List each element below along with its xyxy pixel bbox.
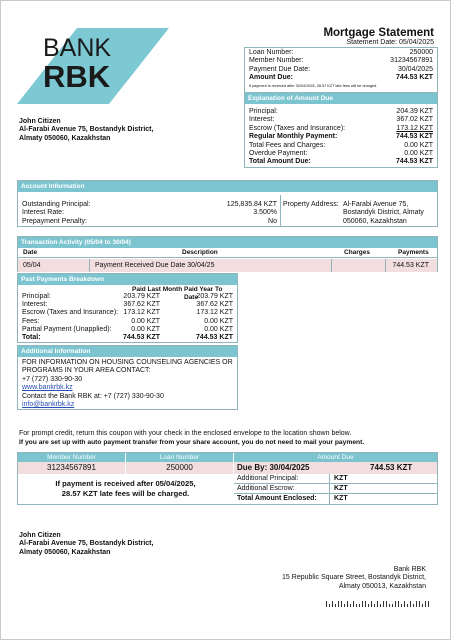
loan-number-header: Loan Number [126, 453, 233, 462]
account-info-header: Account Information [18, 181, 437, 192]
late-fee-note: If payment is received after 30/04/2025, 28.57 KZT late fees will be charged. [249, 83, 378, 88]
due-by: Due By: 30/04/2025 744.53 KZT [234, 462, 437, 474]
postal-barcode [326, 594, 430, 600]
logo-text-rbk: RBK [43, 59, 111, 94]
property-address-label: Property Address: [283, 201, 339, 208]
explanation-box [244, 92, 438, 168]
past-col-headers: Paid Last Month Paid Year To Date [132, 286, 223, 301]
logo-text-bank: BANK [43, 34, 112, 62]
contact-text: Contact the Bank RBK at: +7 (727) 330-90-30 [22, 392, 164, 400]
payment-coupon [17, 452, 438, 505]
summary-row: Loan Number: 250000 [249, 49, 433, 56]
page-title: Mortgage Statement [323, 27, 434, 39]
loan-number-value: 250000 [126, 462, 233, 474]
coupon-row: Total Amount Enclosed: KZT [237, 495, 348, 502]
amount-due-header: Amount Due [234, 453, 437, 462]
account-row: Outstanding Principal: 125,835.84 KZT [22, 201, 277, 208]
past-row: Total: 744.53 KZT 744.53 KZT [22, 333, 233, 341]
barcode-icon [326, 601, 430, 607]
explanation-row: Escrow (Taxes and Insurance): 173.12 KZT [249, 124, 433, 132]
bank-logo [17, 28, 169, 104]
past-payments-box [17, 273, 238, 343]
info-phone: +7 (727) 330-90-30 [22, 375, 83, 383]
explanation-row: Total Amount Due: 744.53 KZT [249, 158, 433, 166]
customer-address-line: Almaty 050060, Kazakhstan [19, 134, 111, 142]
customer-address [19, 118, 153, 143]
transaction-box [17, 236, 438, 272]
account-info-box [17, 180, 438, 227]
past-row: Partial Payment (Unapplied): 0.00 KZT 0.00 KZT [22, 325, 233, 333]
summary-box [244, 47, 438, 93]
past-row: Interest: 367.62 KZT 367.62 KZT [22, 301, 233, 309]
additional-info-header: Additional Information [18, 346, 237, 357]
summary-row: Member Number: 31234567891 [249, 57, 433, 65]
transaction-col-headers: Date Description Charges Payments [18, 248, 437, 258]
coupon-note: For prompt credit, return this coupon with your check in the enclosed envelope to the location shown below. [19, 430, 352, 437]
coupon-row: Additional Escrow: KZT [234, 484, 437, 494]
coupon-late-fee: If payment is received after 05/04/2025, 28.57 KZT late fees will be charged. [55, 479, 196, 498]
account-row: Prepayment Penalty: No [22, 217, 277, 225]
transaction-header: Transaction Activity (05/04 to 30/04) [18, 237, 437, 248]
summary-row: Payment Due Date: 30/04/2025 [249, 65, 433, 73]
additional-info-box [17, 345, 238, 410]
past-row: Principal: 203.79 KZT 203.79 KZT [22, 293, 233, 300]
member-number-value: 31234567891 [18, 462, 125, 474]
explanation-row: Interest: 367.02 KZT [249, 116, 433, 124]
bank-address: Bank RBK 15 Republic Square Street, Bostandyk District, Almaty 050013, Kazakhstan [282, 566, 426, 590]
account-row: Interest Rate: 3.500% [22, 209, 277, 217]
statement-date: Statement Date: 05/04/2025 [346, 39, 434, 46]
explanation-row: Principal: 204.39 KZT [249, 108, 433, 115]
past-row: Escrow (Taxes and Insurance): 173.12 KZT 173.12 KZT [22, 309, 233, 317]
email-link[interactable]: info@bankrbk.kz [22, 401, 75, 409]
mail-to-address: John Citizen Al-Farabi Avenue 75, Bostandyk District, Almaty 050060, Kazakhstan [19, 532, 154, 556]
info-text: PROGRAMS IN YOUR AREA CONTACT: [22, 367, 151, 375]
explanation-header: Explanation of Amount Due [245, 93, 437, 104]
coupon-row: Additional Principal: KZT [234, 474, 437, 484]
past-payments-header: Past Payments Breakdown [18, 274, 237, 285]
customer-address-line: Al-Farabi Avenue 75, Bostandyk District, [19, 126, 154, 134]
past-row: Fees: 0.00 KZT 0.00 KZT [22, 317, 233, 325]
property-address: Al-Farabi Avenue 75, Bostandyk District, Almaty 050060, Kazakhstan [343, 201, 424, 225]
member-number-header: Member Number [18, 453, 125, 462]
website-link[interactable]: www.bankrbk.kz [22, 384, 73, 392]
info-text: FOR INFORMATION ON HOUSING COUNSELING AGENCIES OR [22, 359, 233, 366]
table-row: 05/04 Payment Received Due Date 30/04/25 744.53 KZT [18, 259, 437, 272]
explanation-row: Regular Monthly Payment: 744.53 KZT [249, 133, 433, 141]
summary-amount-due: Amount Due: 744.53 KZT [249, 74, 433, 82]
coupon-note-auto: If you are set up with auto payment transfer from your share account, you do not need to mail your payment. [19, 439, 365, 446]
explanation-row: Total Fees and Charges: 0.00 KZT [249, 141, 433, 149]
explanation-row: Overdue Payment: 0.00 KZT [249, 150, 433, 158]
customer-name: John Citizen [19, 118, 61, 125]
